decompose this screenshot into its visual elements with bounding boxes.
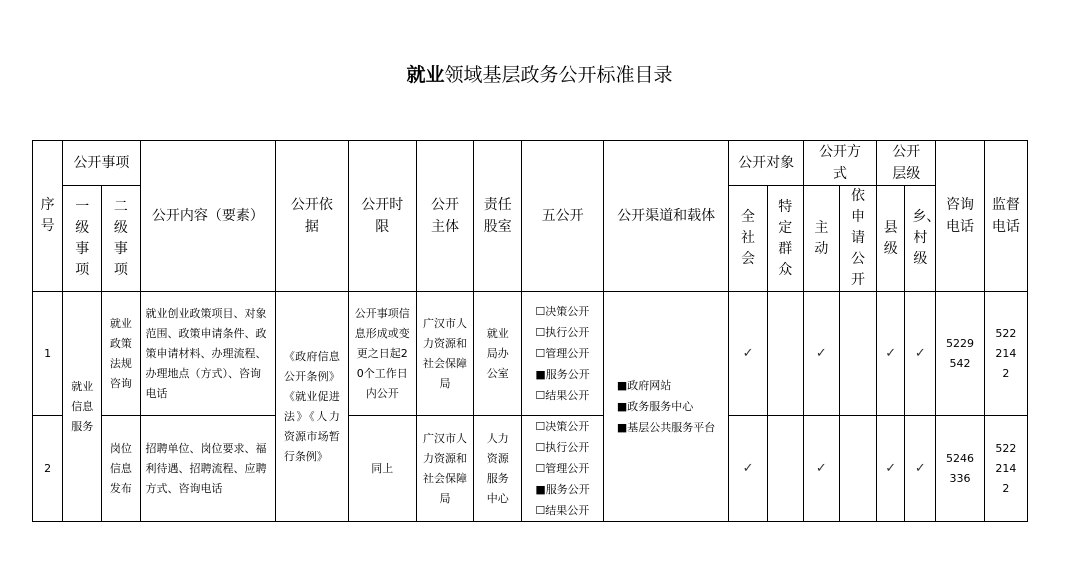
five-item: ■服务公开 xyxy=(535,483,590,496)
row-seq: 1 xyxy=(33,292,63,416)
header-five: 五公开 xyxy=(522,141,603,292)
row-time-limit: 公开事项信息形成或变更之日起20个工作日内公开 xyxy=(348,292,416,416)
check-township: ✓ xyxy=(905,292,936,416)
title-rest: 领域基层政务公开标准目录 xyxy=(444,64,673,86)
check-all-society: ✓ xyxy=(729,292,767,416)
header-basis: 公开依据 xyxy=(276,141,348,292)
five-item: ☐决策公开 xyxy=(535,305,590,318)
header-time-limit: 公开时限 xyxy=(348,141,416,292)
catalog-table xyxy=(32,140,1028,522)
header-dept: 责任股室 xyxy=(474,141,522,292)
row-phone: 5246336 xyxy=(936,416,984,522)
header-channel: 公开渠道和载体 xyxy=(603,141,729,292)
five-item: ■服务公开 xyxy=(535,368,590,381)
five-item: ☐执行公开 xyxy=(535,441,590,454)
check-county: ✓ xyxy=(877,416,905,522)
row-subject: 广汉市人力资源和社会保障局 xyxy=(416,416,473,522)
row-on-request xyxy=(839,416,876,522)
header-content: 公开内容（要素） xyxy=(140,141,276,292)
channel-item: ■政务服务中心 xyxy=(616,400,694,413)
header-on-request: 依申请公开 xyxy=(839,186,876,292)
channel-item: ■基层公共服务平台 xyxy=(616,421,716,434)
header-supervise: 监督电话 xyxy=(984,141,1027,292)
header-specific: 特定群众 xyxy=(767,186,803,292)
header-level2: 二级事项 xyxy=(102,186,140,292)
header-level: 公开层级 xyxy=(877,141,936,186)
header-seq: 序号 xyxy=(33,141,63,292)
basis-cell: 《政府信息公开条例》《就业促进法》《人力资源市场暂行条例》 xyxy=(276,292,348,522)
header-items: 公开事项 xyxy=(63,141,140,186)
title-bold: 就业 xyxy=(406,64,445,86)
row-on-request xyxy=(839,292,876,416)
five-item: ☐管理公开 xyxy=(535,462,590,475)
five-item: ☐执行公开 xyxy=(535,326,590,339)
row-five xyxy=(522,416,603,522)
check-active: ✓ xyxy=(803,416,839,522)
row-specific xyxy=(767,292,803,416)
five-item: ☐结果公开 xyxy=(535,389,590,402)
row-seq: 2 xyxy=(33,416,63,522)
page-title xyxy=(0,60,1079,87)
header-method: 公开方式 xyxy=(803,141,876,186)
header-subject: 公开主体 xyxy=(416,141,473,292)
level1-cell: 就业信息服务 xyxy=(63,292,102,522)
row-five xyxy=(522,292,603,416)
table-row xyxy=(33,416,1028,522)
check-all-society: ✓ xyxy=(729,416,767,522)
five-item: ☐管理公开 xyxy=(535,347,590,360)
header-level1: 一级事项 xyxy=(63,186,102,292)
check-township: ✓ xyxy=(905,416,936,522)
header-township: 乡、村级 xyxy=(905,186,936,292)
row-subject: 广汉市人力资源和社会保障局 xyxy=(416,292,473,416)
row-specific xyxy=(767,416,803,522)
row-supervise: 5222142 xyxy=(984,416,1027,522)
channel-item: ■政府网站 xyxy=(616,379,672,392)
header-phone: 咨询电话 xyxy=(936,141,984,292)
row-supervise: 5222142 xyxy=(984,292,1027,416)
header-row-1 xyxy=(33,141,1028,186)
five-item: ☐结果公开 xyxy=(535,504,590,517)
row-content: 招聘单位、岗位要求、福利待遇、招聘流程、应聘方式、咨询电话 xyxy=(140,416,276,522)
row-time-limit: 同上 xyxy=(348,416,416,522)
table-row xyxy=(33,292,1028,416)
row-dept: 人力资源服务中心 xyxy=(474,416,522,522)
header-county: 县级 xyxy=(877,186,905,292)
check-active: ✓ xyxy=(803,292,839,416)
header-all-society: 全社会 xyxy=(729,186,767,292)
row-dept: 就业局办公室 xyxy=(474,292,522,416)
row-level2: 就业政策法规咨询 xyxy=(102,292,140,416)
header-object: 公开对象 xyxy=(729,141,803,186)
check-county: ✓ xyxy=(877,292,905,416)
five-item: ☐决策公开 xyxy=(535,420,590,433)
header-active: 主动 xyxy=(803,186,839,292)
row-level2: 岗位信息发布 xyxy=(102,416,140,522)
row-content: 就业创业政策项目、对象范围、政策申请条件、政策申请材料、办理流程、办理地点（方式）、咨询电话 xyxy=(140,292,276,416)
channel-cell xyxy=(603,292,729,522)
row-phone: 5229542 xyxy=(936,292,984,416)
